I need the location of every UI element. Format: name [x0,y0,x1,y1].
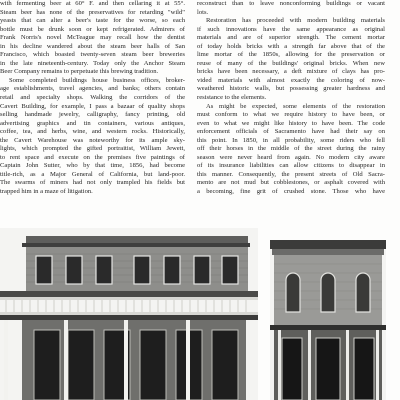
text-line: retail and specialty shops. Walking the corridors of the [0,94,185,102]
text-line: in the late nineteenth-century. Today only the Anchor Steam [0,59,185,67]
text-line: lime mortar of the 1850s, allowing for the preservation or [197,51,385,59]
text-line: title-rich, as a Major General of California, but land-poor. [0,170,185,178]
text-line: the Cavert Warehouse was noteworthy for its ample sky- [0,136,185,144]
text-line: with fermenting beer at 60° F. and then cellaring it at 55°. [0,0,185,7]
text-line: to rent space and execute on the premises five paintings of [0,153,185,161]
text-line: bricks have been necessary, a deft mixture of clays has pro- [197,68,385,76]
text-line: The swarms of miners had not only trampled his fields but [0,179,185,187]
text-line: this manner. Consequently, the present streets of Old Sacra- [197,170,385,178]
text-line: Beer Company remains to perpetuate this brewing tradition. [0,68,159,76]
text-line: vided materials with almost exactly the coloring of now- [197,76,385,84]
text-line: Frank Norris's novel McTeague may recall how the dentist [0,34,185,42]
text-line: Captain John Sutter, who by that time, 1856, had become [0,162,185,170]
text-line: yeasts that can alter a beer's taste for the worse, so each [0,17,185,25]
text-line: Francisco, which boasted twenty-seven steam beer breweries [0,51,185,59]
photo-storefront-balcony [0,228,258,400]
photo-narrow-building [270,240,386,400]
text-line: materials and are of superior strength. The cement mortar [197,34,385,42]
text-line: Steam beer has none of the preservatives for retarding "wild" [0,8,185,16]
text-line: this point. In 1850, in all probability, some riders who fell [197,136,385,144]
text-line: mento are not mud but cobblestones, or asphalt covered with [197,179,385,187]
text-line: if such innovations have the same appearance as original [197,25,385,33]
text-line: advertising graphics and tin containers, various antiques, [0,119,185,127]
text-line: resistance to the elements. [197,94,267,102]
text-line: in his decline wandered about the steam beer halls of San [0,42,185,50]
text-line: weathered historic walls, but possessing greater hardness and [197,85,385,93]
text-line: must conform to what we require history to have been, or [197,111,385,119]
text-line: reuse of many of the buildings' original bricks. When new [197,59,385,67]
text-line: lights, which prompted the gifted portraitist, William Jewett, [0,145,185,153]
text-line: coffee, tea, and herbs, wine, and western rocks. Historically, [0,128,185,136]
text-line: age establishments, travel agencies, and banks; others contain [0,85,185,93]
text-line: a becoming, fine grit of crushed stone. Those who have [197,188,385,196]
text-line: selling handmade jewelry, calligraphy, fancy printing, old [0,111,185,119]
text-line: trapped him in a maze of litigation. [0,188,93,196]
text-line: even to what we might like history to have been. The code [197,119,385,127]
text-line: Cavert Building, for example, I pass a bazaar of quality shops [0,102,185,110]
text-line: of its insurance liabilities can allow citizens to disappear in [197,162,385,170]
text-line: lots. [197,8,209,16]
text-line: As might be expected, some elements of the restoration [206,102,385,110]
text-column-left [0,0,185,197]
text-line: bottle must be drunk soon or kept refrigerated. Admirers of [0,25,185,33]
text-column-right [197,0,385,197]
text-line: off their horses in the middle of the street during the rainy [197,145,385,153]
text-line: of today holds bricks with a strength far above that of the [197,42,385,50]
text-line: enforcement officials of Sacramento have had their say on [197,128,385,136]
text-line: reconstruct than to leave nonconforming buildings or vacant [197,0,385,7]
text-line: season were never heard from again. No modern city aware [197,153,385,161]
text-line: Some completed buildings house business offices, broker- [9,76,185,84]
text-line: Restoration has proceeded with modern building materials [206,17,385,25]
